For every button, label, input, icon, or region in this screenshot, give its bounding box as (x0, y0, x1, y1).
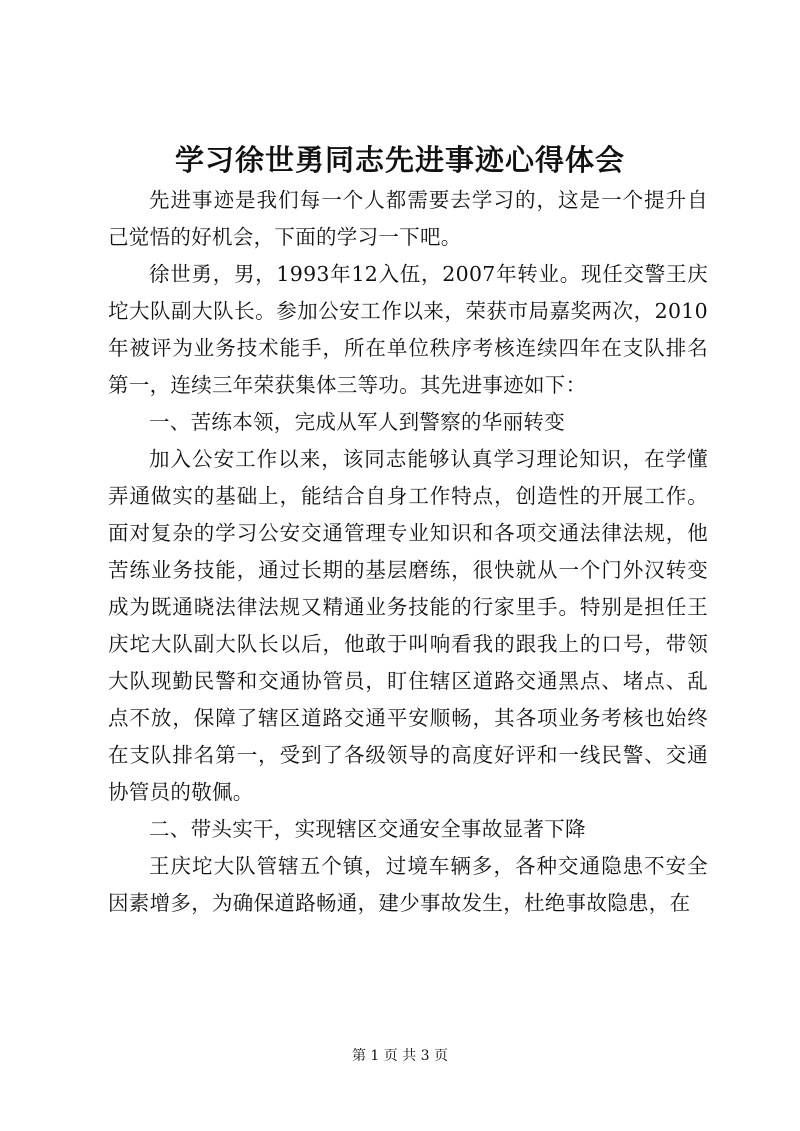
paragraph-section-1: 加入公安工作以来，该同志能够认真学习理论知识，在学懂弄通做实的基础上，能结合自身工作特点，创造性的开展工作。面对复杂的学习公安交通管理专业知识和各项交通法律法规，他苦练业务技能，通过长期的基层磨练，很快就从一个门外汉转变成为既通晓法律法规又精通业务技能的行家里手。特别是担任王庆坨大队副大队长以后，他敢于叫响看我的跟我上的口号，带领大队现勤民警和交通协管员，盯住辖区道路交通黑点、堵点、乱点不放，保障了辖区道路交通平安顺畅，其各项业务考核也始终在支队排名第一，受到了各级领导的高度好评和一线民警、交通协管员的敬佩。 (108, 447, 708, 804)
document-body (108, 182, 708, 922)
section-heading-1: 一、苦练本领，完成从军人到警察的华丽转变 (149, 410, 565, 434)
section-heading-2: 二、带头实干，实现辖区交通安全事故显著下降 (149, 817, 586, 841)
paragraph-intro: 先进事迹是我们每一个人都需要去学习的，这是一个提升自己觉悟的好机会，下面的学习一下吧。 (108, 188, 708, 249)
paragraph-section-2: 王庆坨大队管辖五个镇，过境车辆多，各种交通隐患不安全因素增多，为确保道路畅通，建少事故发生，杜绝事故隐患，在 (108, 854, 708, 915)
paragraph-profile: 徐世勇，男，1993年12入伍，2007年转业。现任交警王庆坨大队副大队长。参加公安工作以来，荣获市局嘉奖两次，2010年被评为业务技术能手，所在单位秩序考核连续四年在支队排名第一，连续三年荣获集体三等功。其先进事迹如下： (108, 262, 708, 397)
document-title: 学习徐世勇同志先进事迹心得体会 (174, 143, 625, 177)
page-footer: 第 1 页 共 3 页 (351, 1048, 449, 1064)
